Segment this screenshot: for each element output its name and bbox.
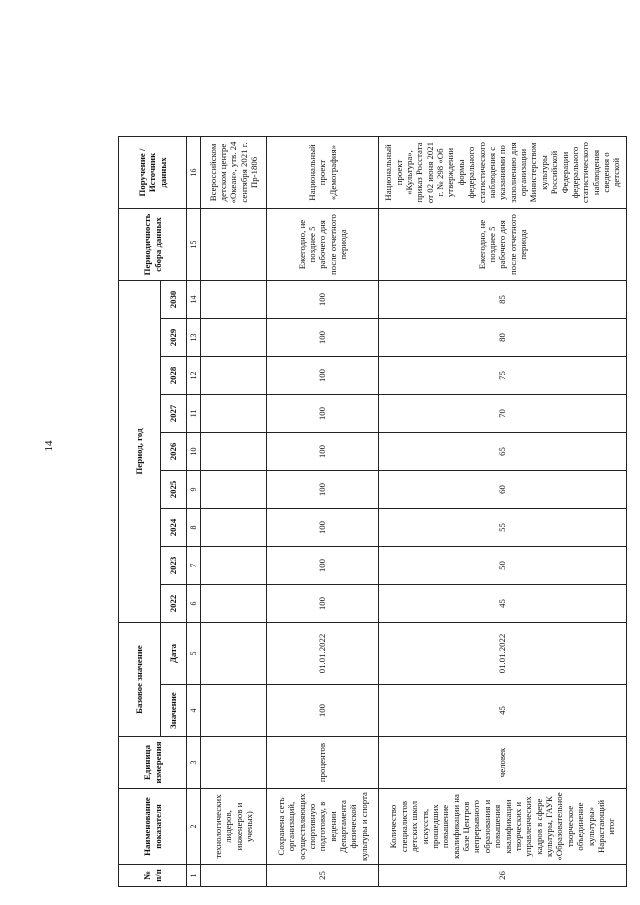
row-num: 26 <box>379 865 627 887</box>
row-value <box>201 395 267 433</box>
header-base-value: Значение <box>161 685 187 737</box>
row-value <box>201 357 267 395</box>
row-value: 100 <box>267 395 379 433</box>
header-year: 2027 <box>161 395 187 433</box>
row-value: 100 <box>267 281 379 319</box>
row-name: Сохранена сеть организаций, осуществляющих спортивную подготовку, в ведении Департамента физической культуры и спорта <box>267 789 379 865</box>
table-row <box>201 137 267 887</box>
row-base-date: 01.01.2022 <box>379 623 627 685</box>
column-number: 5 <box>187 623 201 685</box>
header-year: 2025 <box>161 471 187 509</box>
column-number: 16 <box>187 137 201 209</box>
column-number: 7 <box>187 547 201 585</box>
column-number: 8 <box>187 509 201 547</box>
column-number: 9 <box>187 471 201 509</box>
row-frequency: Ежегодно, не позднее 5 рабочего дня после отчетного периода <box>267 209 379 281</box>
header-base: Базовое значение <box>119 623 161 737</box>
column-number: 6 <box>187 585 201 623</box>
column-number: 13 <box>187 319 201 357</box>
column-number: 1 <box>187 865 201 887</box>
column-number: 10 <box>187 433 201 471</box>
header-frequency: Периодичность сбора данных <box>119 209 187 281</box>
header-year: 2022 <box>161 585 187 623</box>
column-number-row <box>187 137 201 887</box>
indicators-table <box>118 136 627 887</box>
row-value: 55 <box>379 509 627 547</box>
header-year: 2024 <box>161 509 187 547</box>
row-unit: человек <box>379 737 627 789</box>
header-source: Поручение / Источник данных <box>119 137 187 209</box>
row-value: 85 <box>379 281 627 319</box>
row-value: 100 <box>267 471 379 509</box>
header-year: 2028 <box>161 357 187 395</box>
row-num: 25 <box>267 865 379 887</box>
row-frequency: Ежегодно, не позднее 5 рабочего дня после отчетного периода <box>379 209 627 281</box>
column-number: 11 <box>187 395 201 433</box>
header-year: 2029 <box>161 319 187 357</box>
header-period: Период, год <box>119 281 161 623</box>
row-num <box>201 865 267 887</box>
row-value: 75 <box>379 357 627 395</box>
row-value: 100 <box>267 357 379 395</box>
row-base-date <box>201 623 267 685</box>
row-unit <box>201 737 267 789</box>
row-value <box>201 585 267 623</box>
header-year: 2023 <box>161 547 187 585</box>
row-value: 70 <box>379 395 627 433</box>
row-value <box>201 319 267 357</box>
page-number: 14 <box>43 440 55 452</box>
row-value: 100 <box>267 433 379 471</box>
row-source: Всероссийском детском центре «Океан», утв. 24 сентября 2021 г. Пр-1806 <box>201 137 267 209</box>
table-row <box>379 137 627 887</box>
row-value: 100 <box>267 319 379 357</box>
row-value <box>201 509 267 547</box>
row-value <box>201 471 267 509</box>
row-base-value <box>201 685 267 737</box>
row-value: 60 <box>379 471 627 509</box>
header-num: № п/п <box>119 865 187 887</box>
row-source: Национальный проект «Демография» <box>267 137 379 209</box>
row-base-date: 01.01.2022 <box>267 623 379 685</box>
column-number: 3 <box>187 737 201 789</box>
row-value: 100 <box>267 585 379 623</box>
column-number: 2 <box>187 789 201 865</box>
column-number: 15 <box>187 209 201 281</box>
row-value: 45 <box>379 585 627 623</box>
column-number: 12 <box>187 357 201 395</box>
row-value <box>201 547 267 585</box>
column-number: 4 <box>187 685 201 737</box>
row-unit: процентов <box>267 737 379 789</box>
row-base-value: 45 <box>379 685 627 737</box>
row-value: 100 <box>267 547 379 585</box>
row-source: Национальный проект «Культура», приказ Росстата от 02 июня 2021 г. № 298 «Об утверждении формы федерального статистического наблюдения с указаниями по заполнению для организации Министерством культуры Российской Федерации федерального статистического наблюдения сведения о детской <box>379 137 627 209</box>
header-base-date: Дата <box>161 623 187 685</box>
row-frequency <box>201 209 267 281</box>
column-number: 14 <box>187 281 201 319</box>
row-value <box>201 281 267 319</box>
table-row <box>267 137 379 887</box>
row-value: 65 <box>379 433 627 471</box>
row-value <box>201 433 267 471</box>
row-value: 80 <box>379 319 627 357</box>
header-year: 2030 <box>161 281 187 319</box>
header-year: 2026 <box>161 433 187 471</box>
row-value: 100 <box>267 509 379 547</box>
row-value: 50 <box>379 547 627 585</box>
header-name: Наименование показателя <box>119 789 187 865</box>
row-name: технологических лидеров, инженеров и ученых) <box>201 789 267 865</box>
row-base-value: 100 <box>267 685 379 737</box>
header-unit: Единица измерения <box>119 737 187 789</box>
row-name: Количество специалистов детских школ искусств, прошедших повышение квалификации на базе Центров непрерывного образования и повышения квалификации творческих и управленческих кадров в сфере культуры, ГАУК «Образовательное творческое объединение культуры» Нарастающий итог <box>379 789 627 865</box>
